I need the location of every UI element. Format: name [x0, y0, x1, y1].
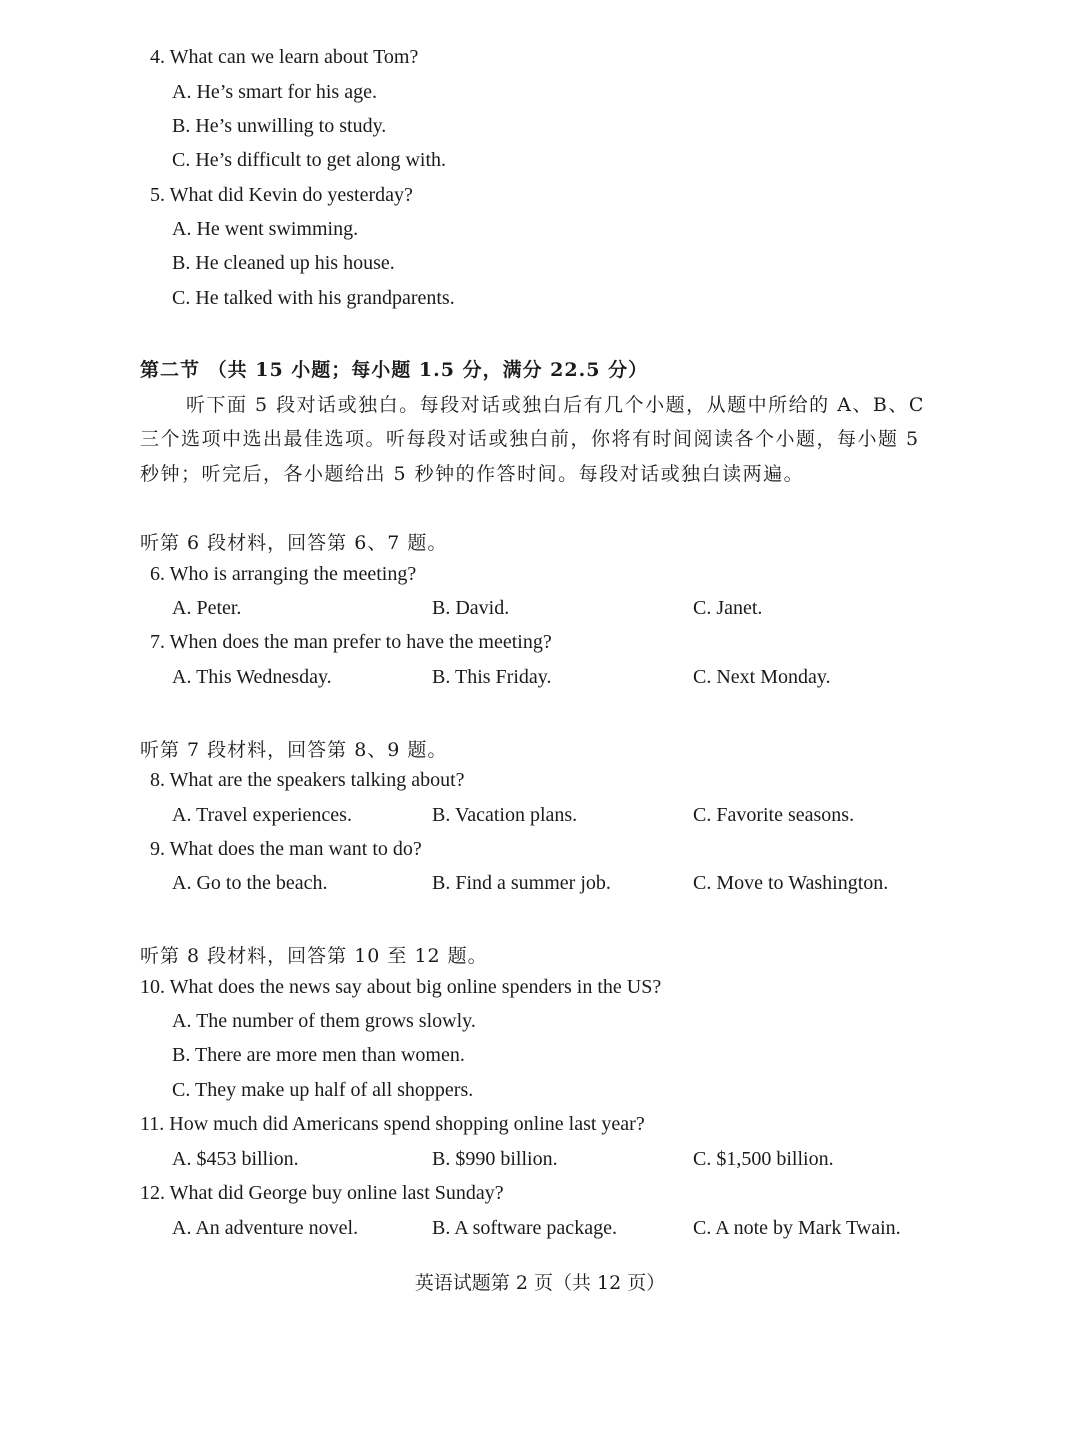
q6-option-b: B. David. — [432, 597, 510, 619]
q7-option-a: A. This Wednesday. — [172, 666, 332, 688]
question-8: 8. What are the speakers talking about? — [150, 769, 465, 791]
question-9: 9. What does the man want to do? — [150, 838, 422, 860]
q4-option-a: A. He’s smart for his age. — [172, 81, 377, 103]
q5-option-a: A. He went swimming. — [172, 218, 359, 240]
q9-option-b: B. Find a summer job. — [432, 872, 611, 894]
q10-option-b: B. There are more men than women. — [172, 1044, 465, 1066]
q11-option-b: B. $990 billion. — [432, 1148, 558, 1170]
q9-option-a: A. Go to the beach. — [172, 872, 328, 894]
material-8-title: 听第 8 段材料，回答第 10 至 12 题。 — [140, 945, 488, 967]
section-2-instruction-line-2: 三个选项中选出最佳选项。听每段对话或独白前，你将有时间阅读各个小题，每小题 5 — [140, 428, 920, 450]
q8-option-c: C. Favorite seasons. — [693, 804, 855, 826]
q4-option-b: B. He’s unwilling to study. — [172, 115, 387, 137]
section-2-instruction-line-1: 听下面 5 段对话或独白。每段对话或独白后有几个小题，从题中所给的 A、B、C — [186, 394, 925, 416]
question-7: 7. When does the man prefer to have the meeting? — [150, 631, 552, 653]
question-10: 10. What does the news say about big online spenders in the US? — [140, 976, 662, 998]
question-6: 6. Who is arranging the meeting? — [150, 563, 417, 585]
q7-option-b: B. This Friday. — [432, 666, 552, 688]
q5-option-b: B. He cleaned up his house. — [172, 252, 395, 274]
q9-option-c: C. Move to Washington. — [693, 872, 889, 894]
q12-option-a: A. An adventure novel. — [172, 1217, 359, 1239]
question-4: 4. What can we learn about Tom? — [150, 46, 419, 68]
q6-option-a: A. Peter. — [172, 597, 242, 619]
question-5: 5. What did Kevin do yesterday? — [150, 184, 413, 206]
q7-option-c: C. Next Monday. — [693, 666, 831, 688]
section-2-heading: 第二节 （共 15 小题；每小题 1.5 分，满分 22.5 分） — [140, 359, 649, 381]
q4-option-c: C. He’s difficult to get along with. — [172, 149, 447, 171]
q12-option-c: C. A note by Mark Twain. — [693, 1217, 901, 1239]
q5-option-c: C. He talked with his grandparents. — [172, 287, 455, 309]
q10-option-c: C. They make up half of all shoppers. — [172, 1079, 474, 1101]
material-6-title: 听第 6 段材料，回答第 6、7 题。 — [140, 532, 448, 554]
question-12: 12. What did George buy online last Sunday? — [140, 1182, 504, 1204]
q6-option-c: C. Janet. — [693, 597, 763, 619]
q8-option-b: B. Vacation plans. — [432, 804, 578, 826]
section-2-instruction-line-3: 秒钟；听完后，各小题给出 5 秒钟的作答时间。每段对话或独白读两遍。 — [140, 463, 805, 485]
q12-option-b: B. A software package. — [432, 1217, 617, 1239]
question-11: 11. How much did Americans spend shopping online last year? — [140, 1113, 645, 1135]
q10-option-a: A. The number of them grows slowly. — [172, 1010, 476, 1032]
material-7-title: 听第 7 段材料，回答第 8、9 题。 — [140, 739, 448, 761]
q11-option-c: C. $1,500 billion. — [693, 1148, 834, 1170]
page-footer: 英语试题第 2 页（共 12 页） — [414, 1272, 666, 1294]
q8-option-a: A. Travel experiences. — [172, 804, 352, 826]
q11-option-a: A. $453 billion. — [172, 1148, 299, 1170]
